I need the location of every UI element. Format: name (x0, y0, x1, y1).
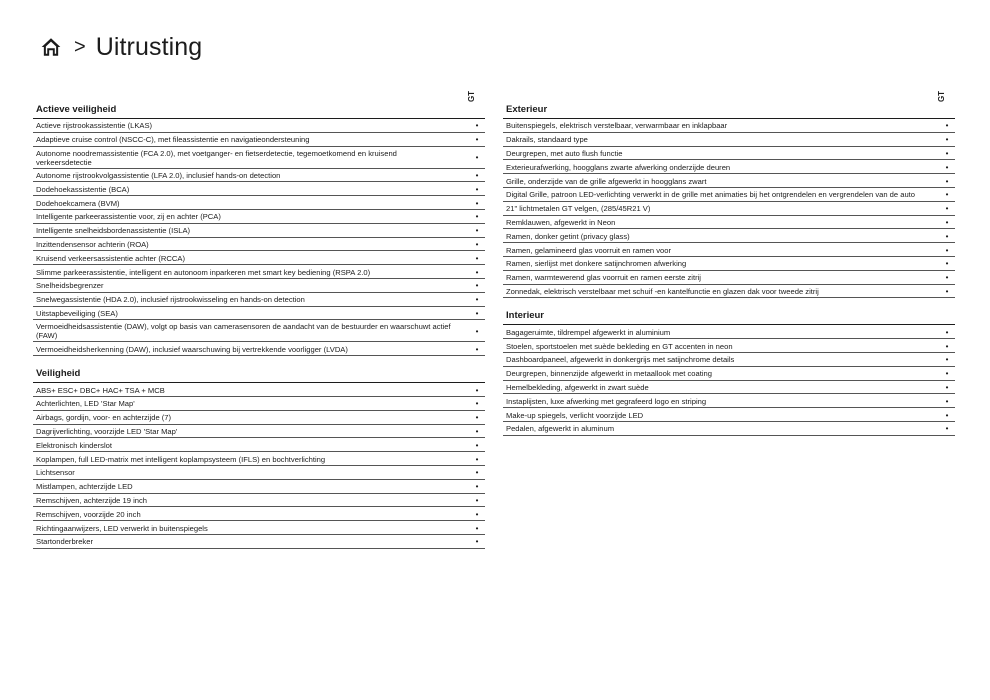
table-row (33, 438, 485, 452)
availability-bullet: • (475, 121, 479, 131)
availability-bullet: • (945, 135, 949, 145)
table-row (33, 133, 485, 147)
feature-label: Exterieurafwerking, hoogglans zwarte afwerking onderzijde deuren (506, 162, 731, 172)
table-row (33, 224, 485, 238)
section-exterieur (503, 104, 955, 298)
availability-bullet: • (475, 440, 479, 450)
section-title: Exterieur (503, 104, 955, 119)
availability-bullet: • (475, 413, 479, 423)
availability-bullet: • (475, 226, 479, 236)
feature-label: Snelheidsbegrenzer (36, 281, 104, 291)
feature-label: Dodehoekcamera (BVM) (36, 198, 120, 208)
table-row (33, 383, 485, 397)
availability-bullet: • (475, 399, 479, 409)
feature-label: Autonome noodremassistentie (FCA 2.0), met voetganger- en fietserdetectie, tegemoetkomend en kruisend verkeersdetectie (36, 148, 397, 167)
table-row (33, 238, 485, 252)
feature-label: Autonome rijstrookvolgassistentie (LFA 2.0), inclusief hands-on detection (36, 170, 281, 180)
feature-label: Richtingaanwijzers, LED verwerkt in buitenspiegels (36, 523, 208, 533)
table-row (503, 271, 955, 285)
table-row (33, 119, 485, 133)
availability-bullet: • (475, 153, 479, 163)
table-row (503, 119, 955, 133)
availability-bullet: • (475, 295, 479, 305)
home-icon[interactable] (40, 36, 62, 58)
availability-bullet: • (475, 184, 479, 194)
availability-bullet: • (475, 198, 479, 208)
feature-label: Koplampen, full LED-matrix met intelligent koplampsysteem (IFLS) en bochtverlichting (36, 454, 326, 464)
table-row (503, 381, 955, 395)
table-row (33, 480, 485, 494)
table-row (503, 133, 955, 147)
table-row (33, 265, 485, 279)
feature-label: Remklauwen, afgewerkt in Neon (506, 217, 616, 227)
section-veiligheid (33, 368, 485, 549)
gt-column-label: GT (466, 90, 476, 103)
page-title: Uitrusting (95, 32, 203, 61)
feature-list (503, 119, 955, 298)
availability-bullet: • (475, 253, 479, 263)
availability-bullet: • (475, 468, 479, 478)
table-row (33, 320, 485, 342)
availability-bullet: • (475, 212, 479, 222)
table-row (33, 507, 485, 521)
feature-label: Kruisend verkeersassistentie achter (RCCA) (36, 253, 185, 263)
feature-label: Deurgrepen, met auto flush functie (506, 148, 623, 158)
feature-label: Dashboardpaneel, afgewerkt in donkergrijs met satijnchrome details (506, 355, 735, 365)
feature-label: Grille, onderzijde van de grille afgewerkt in hoogglans zwart (506, 176, 707, 186)
table-row (33, 210, 485, 224)
table-row (33, 196, 485, 210)
feature-label: Dagrijverlichting, voorzijde LED 'Star Map' (36, 426, 178, 436)
table-row (33, 411, 485, 425)
availability-bullet: • (945, 273, 949, 283)
availability-bullet: • (945, 190, 949, 200)
right-column (503, 92, 955, 448)
table-row (503, 243, 955, 257)
availability-bullet: • (945, 217, 949, 227)
table-row (503, 216, 955, 230)
availability-bullet: • (945, 231, 949, 241)
table-row (503, 160, 955, 174)
availability-bullet: • (475, 426, 479, 436)
table-row (503, 174, 955, 188)
feature-label: Stoelen, sportstoelen met suède bekleding en GT accenten in neon (506, 341, 733, 351)
feature-list (33, 119, 485, 356)
table-row (33, 342, 485, 356)
availability-bullet: • (475, 537, 479, 547)
availability-bullet: • (945, 286, 949, 296)
section-title: Actieve veiligheid (33, 104, 485, 119)
table-row (33, 169, 485, 183)
table-row (503, 147, 955, 161)
availability-bullet: • (945, 162, 949, 172)
table-row (33, 279, 485, 293)
breadcrumb-separator: > (74, 36, 86, 58)
left-column (33, 92, 485, 561)
section-actieve-veiligheid (33, 104, 485, 356)
feature-label: Intelligente parkeerassistentie voor, zij en achter (PCA) (36, 212, 221, 222)
feature-label: Actieve rijstrookassistentie (LKAS) (36, 121, 153, 131)
feature-label: Startonderbreker (36, 537, 93, 547)
table-row (503, 408, 955, 422)
table-row (33, 147, 485, 169)
table-row (503, 325, 955, 339)
feature-label: Remschijven, voorzijde 20 inch (36, 509, 141, 519)
table-row (33, 494, 485, 508)
table-row (33, 182, 485, 196)
availability-bullet: • (945, 369, 949, 379)
table-row (503, 285, 955, 299)
table-row (503, 422, 955, 436)
availability-bullet: • (945, 341, 949, 351)
availability-bullet: • (475, 482, 479, 492)
table-row (503, 367, 955, 381)
feature-label: Ramen, donker getint (privacy glass) (506, 231, 630, 241)
table-row (503, 188, 955, 202)
section-title: Veiligheid (33, 368, 485, 383)
table-row (503, 229, 955, 243)
feature-label: Vermoeidheidsherkenning (DAW), inclusief waarschuwing bij vertrekkende voorligger (LVDA) (36, 344, 348, 354)
table-row (503, 353, 955, 367)
feature-label: Mistlampen, achterzijde LED (36, 482, 133, 492)
table-row (33, 251, 485, 265)
availability-bullet: • (475, 454, 479, 464)
feature-label: Make-up spiegels, verlicht voorzijde LED (506, 410, 644, 420)
feature-label: Airbags, gordijn, voor- en achterzijde (7) (36, 413, 172, 423)
feature-label: Intelligente snelheidsbordenassistentie (ISLA) (36, 226, 191, 236)
table-row (33, 425, 485, 439)
availability-bullet: • (945, 259, 949, 269)
feature-label: 21" lichtmetalen GT velgen, (285/45R21 V) (506, 204, 651, 214)
availability-bullet: • (475, 281, 479, 291)
feature-label: Pedalen, afgewerkt in aluminum (506, 424, 615, 434)
feature-label: Inzittendensensor achterin (ROA) (36, 239, 149, 249)
availability-bullet: • (475, 170, 479, 180)
availability-bullet: • (945, 148, 949, 158)
availability-bullet: • (945, 245, 949, 255)
table-row (503, 202, 955, 216)
feature-label: Dodehoekassistentie (BCA) (36, 184, 130, 194)
availability-bullet: • (475, 135, 479, 145)
table-row (503, 394, 955, 408)
feature-label: Dakrails, standaard type (506, 135, 588, 145)
feature-label: Buitenspiegels, elektrisch verstelbaar, verwarmbaar en inklapbaar (506, 121, 728, 131)
availability-bullet: • (475, 495, 479, 505)
feature-label: Elektronisch kinderslot (36, 440, 112, 450)
availability-bullet: • (475, 239, 479, 249)
table-row (33, 307, 485, 321)
gt-column-label: GT (936, 90, 946, 103)
feature-label: Adaptieve cruise control (NSCC-C), met fileassistentie en navigatieondersteuning (36, 135, 310, 145)
breadcrumb (40, 32, 202, 62)
table-row (503, 257, 955, 271)
availability-bullet: • (475, 509, 479, 519)
table-row (33, 535, 485, 549)
feature-label: Hemelbekleding, afgewerkt in zwart suède (506, 382, 649, 392)
availability-bullet: • (945, 396, 949, 406)
table-row (33, 521, 485, 535)
availability-bullet: • (475, 308, 479, 318)
availability-bullet: • (475, 523, 479, 533)
feature-list (33, 383, 485, 549)
feature-label: Lichtsensor (36, 468, 75, 478)
feature-label: Deurgrepen, binnenzijde afgewerkt in metaallook met coating (506, 369, 712, 379)
feature-label: Ramen, sierlijst met donkere satijnchromen afwerking (506, 259, 687, 269)
feature-label: Vermoeidheidsassistentie (DAW), volgt op basis van camerasensoren de aandacht van de bestuurder en waarschuwt actief (FAW) (36, 322, 451, 341)
availability-bullet: • (945, 424, 949, 434)
gt-header (503, 92, 955, 104)
table-row (33, 397, 485, 411)
availability-bullet: • (945, 355, 949, 365)
availability-bullet: • (475, 326, 479, 336)
availability-bullet: • (945, 382, 949, 392)
section-interieur (503, 310, 955, 435)
feature-label: Snelwegassistentie (HDA 2.0), inclusief rijstrookwisseling en hands-on detection (36, 295, 305, 305)
feature-label: Slimme parkeerassistentie, intelligent en autonoom inparkeren met smart key bediening (RSPA 2.0) (36, 267, 371, 277)
table-row (33, 466, 485, 480)
feature-label: Digital Grille, patroon LED-verlichting verwerkt in de grille met animaties bij het ontgrendelen en vergrendelen van de auto (506, 190, 916, 200)
gt-header (33, 92, 485, 104)
feature-label: ABS+ ESC+ DBC+ HAC+ TSA + MCB (36, 385, 165, 395)
feature-label: Zonnedak, elektrisch verstelbaar met schuif -en kantelfunctie en glazen dak voor tweede zitrij (506, 286, 819, 296)
availability-bullet: • (475, 385, 479, 395)
availability-bullet: • (475, 344, 479, 354)
table-row (33, 452, 485, 466)
section-title: Interieur (503, 310, 955, 325)
feature-label: Remschijven, achterzijde 19 inch (36, 495, 148, 505)
feature-list (503, 325, 955, 435)
table-row (33, 293, 485, 307)
availability-bullet: • (475, 267, 479, 277)
feature-label: Ramen, warmtewerend glas voorruit en ramen eerste zitrij (506, 273, 701, 283)
table-row (503, 339, 955, 353)
availability-bullet: • (945, 327, 949, 337)
availability-bullet: • (945, 204, 949, 214)
availability-bullet: • (945, 410, 949, 420)
feature-label: Achterlichten, LED 'Star Map' (36, 399, 135, 409)
availability-bullet: • (945, 176, 949, 186)
feature-label: Ramen, gelamineerd glas voorruit en ramen voor (506, 245, 672, 255)
availability-bullet: • (945, 121, 949, 131)
feature-label: Uitstapbeveiliging (SEA) (36, 308, 118, 318)
feature-label: Instaplijsten, luxe afwerking met gegrafeerd logo en striping (506, 396, 707, 406)
feature-label: Bagageruimte, tildrempel afgewerkt in aluminium (506, 327, 671, 337)
